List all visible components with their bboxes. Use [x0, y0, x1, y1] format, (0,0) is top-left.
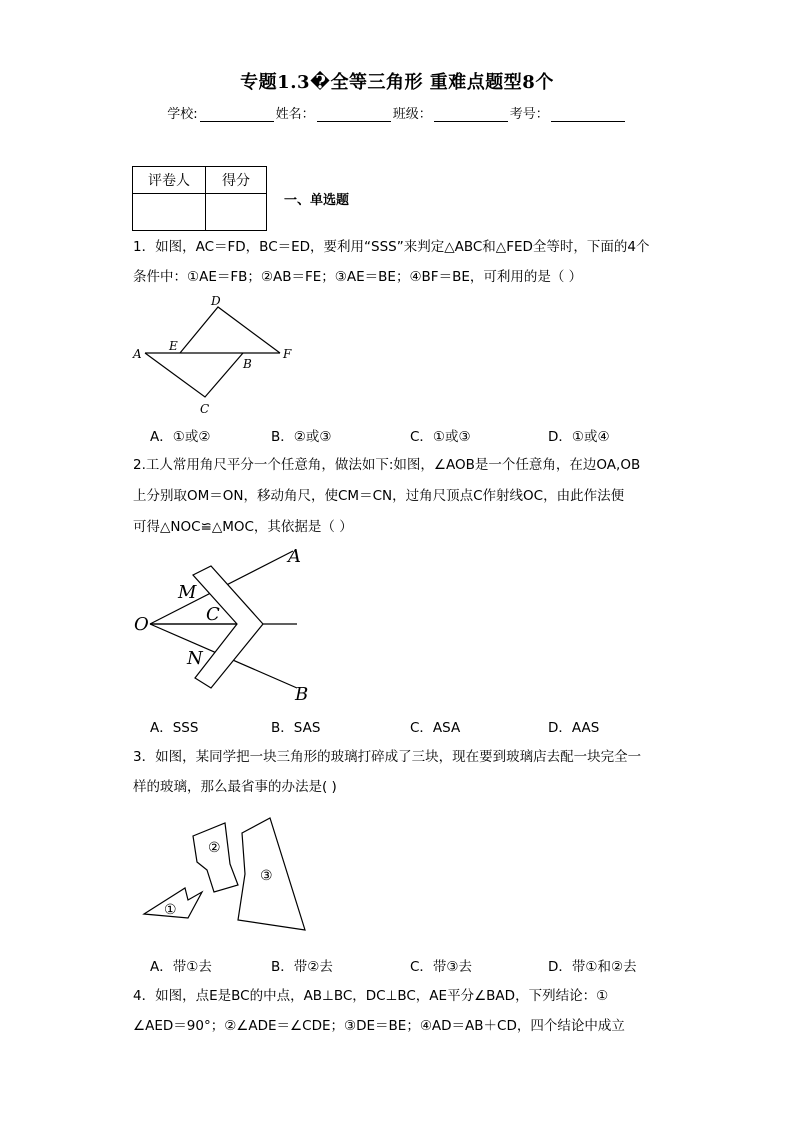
q3-option-c[interactable]: C．带③去: [410, 959, 473, 975]
q3-piece-2: [193, 823, 238, 892]
q3-option-b[interactable]: B．带②去: [271, 959, 333, 975]
reviewer-cell: [133, 194, 206, 231]
score-header: 得分: [206, 167, 267, 194]
q4-line1: 4．如图，点E是BC的中点，AB⊥BC，DC⊥BC，AE平分∠BAD，下列结论：①: [133, 988, 609, 1004]
q2-label-a: A: [288, 546, 301, 567]
q3-line1: 3．如图，某同学把一块三角形的玻璃打碎成了三块，现在要到玻璃店去配一块完全一: [133, 749, 642, 765]
q2-carpenter-square: [193, 566, 263, 688]
page-title: 专题1.3�全等三角形 重难点题型8个: [240, 72, 554, 93]
q3-option-d[interactable]: D．带①和②去: [548, 959, 637, 975]
q3-line2: 样的玻璃，那么最省事的办法是( ): [133, 779, 337, 795]
q1-line2: 条件中：①AE＝FB；②AB＝FE；③AE＝BE；④BF＝BE，可利用的是（ ）: [133, 269, 583, 285]
q1-option-b[interactable]: B．②或③: [271, 429, 332, 445]
q3-option-a[interactable]: A．带①去: [150, 959, 212, 975]
q2-option-b[interactable]: B．SAS: [271, 720, 321, 736]
q2-line3: 可得△NOC≌△MOC，其依据是（ ）: [133, 519, 353, 535]
q2-label-n: N: [187, 648, 203, 669]
q3-label-1: ①: [164, 902, 177, 918]
q3-label-3: ③: [260, 868, 273, 884]
q2-label-o: O: [134, 614, 149, 635]
q1-label-b: B: [243, 357, 252, 371]
q2-option-a[interactable]: A．SSS: [150, 720, 199, 736]
q1-option-c[interactable]: C．①或③: [410, 429, 471, 445]
q1-option-d[interactable]: D．①或④: [548, 429, 610, 445]
q1-triangle-fed: [180, 307, 280, 353]
name-label: 姓名：: [275, 107, 315, 122]
q3-figure: [130, 810, 330, 950]
q1-label-f: F: [283, 347, 292, 361]
q2-label-m: M: [178, 582, 197, 603]
q1-line1: 1．如图，AC＝FD，BC＝ED，要利用“SSS”来判定△ABC和△FED全等时，下面的4个: [133, 239, 650, 255]
q1-option-a[interactable]: A．①或②: [150, 429, 211, 445]
q1-label-a: A: [133, 347, 142, 361]
student-info-line: [0, 103, 794, 122]
class-blank: [434, 107, 508, 122]
q2-line1: 2.工人常用角尺平分一个任意角，做法如下:如图，∠AOB是一个任意角，在边OA,OB: [133, 457, 641, 473]
q2-figure: [125, 540, 325, 710]
reviewer-header: 评卷人: [133, 167, 206, 194]
number-blank: [551, 107, 625, 122]
school-label: 学校:: [167, 107, 198, 122]
q2-line2: 上分别取OM＝ON，移动角尺，使CM＝CN，过角尺顶点C作射线OC，由此作法便: [133, 488, 625, 504]
q1-label-d: D: [211, 294, 221, 308]
school-blank: [200, 107, 274, 122]
number-label: 考号：: [509, 107, 549, 122]
section-heading: 一、单选题: [284, 193, 350, 208]
q1-label-c: C: [200, 402, 210, 416]
score-table: [132, 166, 267, 231]
q2-label-b: B: [295, 684, 309, 705]
q2-label-c: C: [206, 604, 220, 625]
q1-figure: [125, 290, 305, 420]
q1-label-e: E: [169, 339, 178, 353]
class-label: 班级：: [392, 107, 432, 122]
name-blank: [317, 107, 391, 122]
q2-option-c[interactable]: C．ASA: [410, 720, 461, 736]
q3-label-2: ②: [208, 840, 221, 856]
q2-option-d[interactable]: D．AAS: [548, 720, 600, 736]
score-cell: [206, 194, 267, 231]
q1-triangle-abc: [145, 353, 243, 397]
q4-line2: ∠AED＝90°；②∠ADE＝∠CDE；③DE＝BE；④AD＝AB＋CD，四个结论中成立: [133, 1018, 625, 1034]
